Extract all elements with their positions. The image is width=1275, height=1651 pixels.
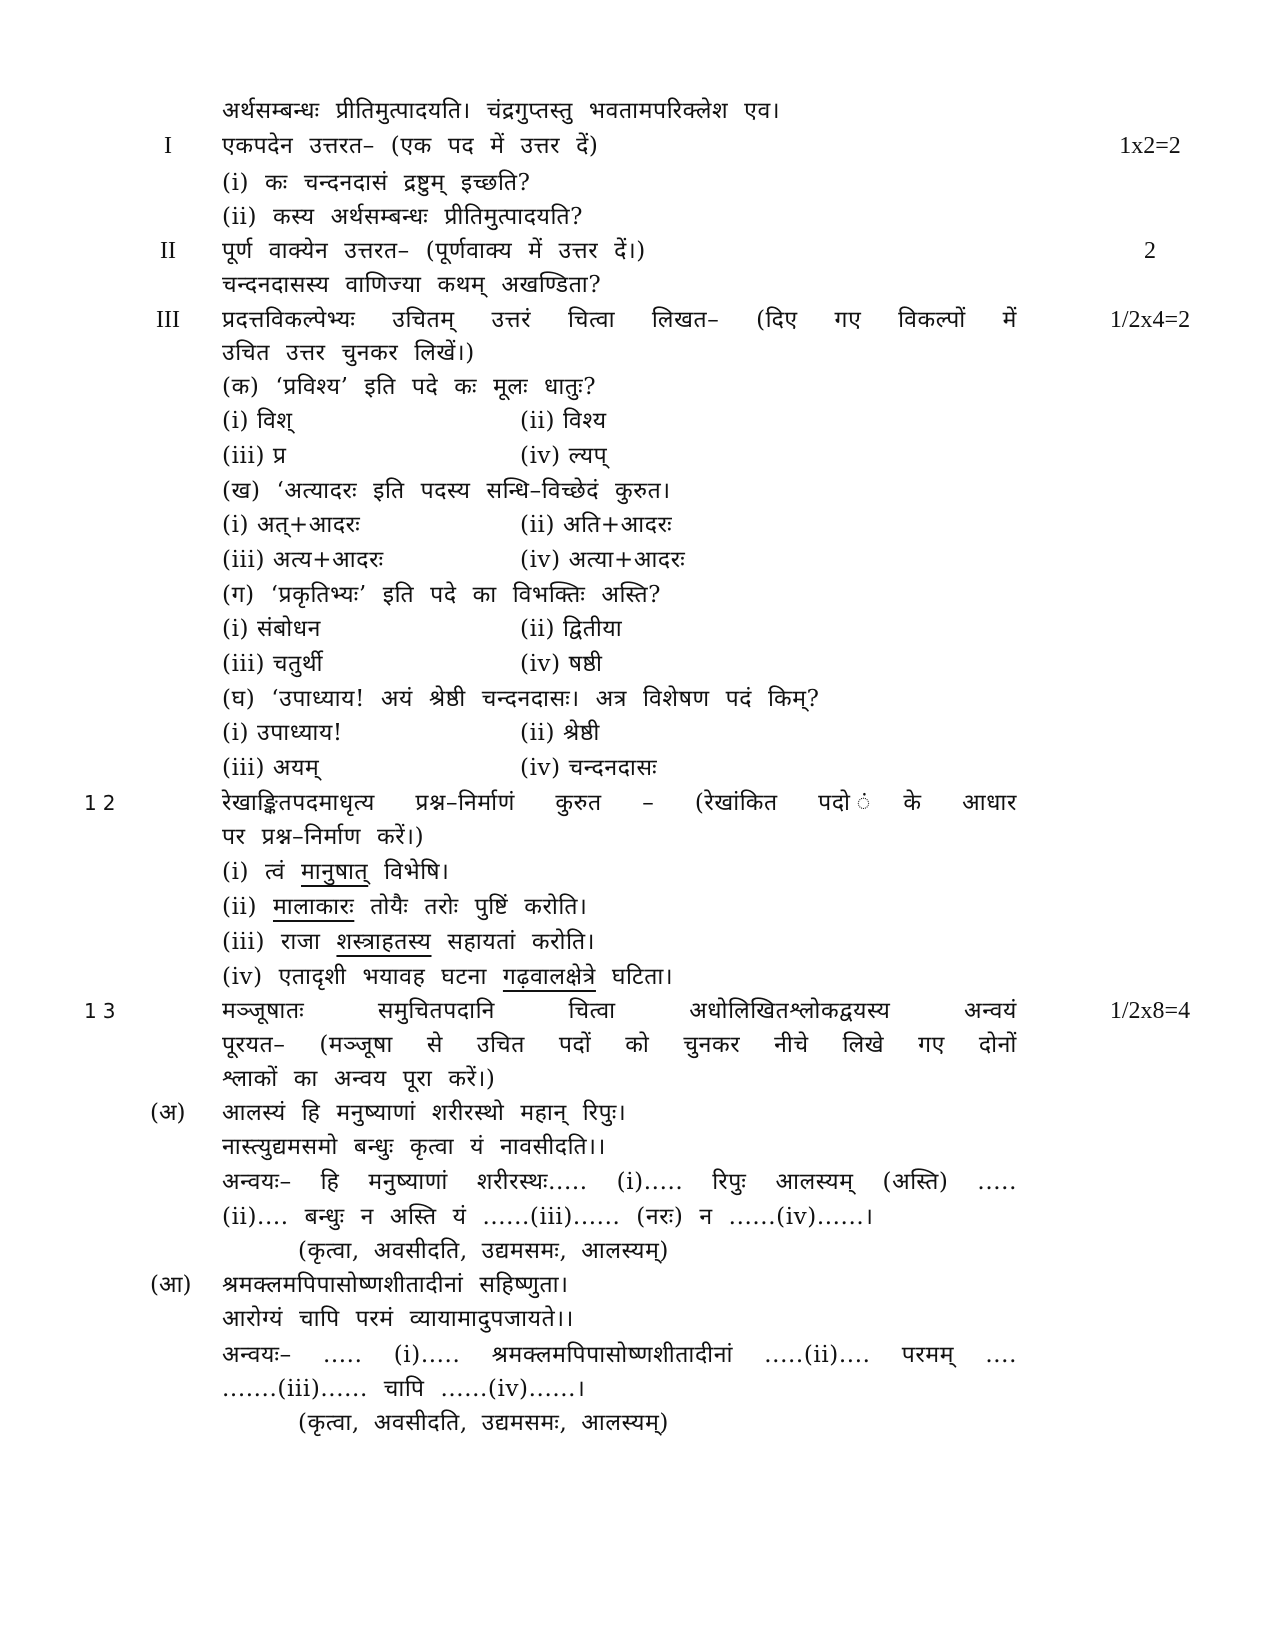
shloka-line: आलस्यं हि मनुष्याणां शरीरस्थो महान् रिपुः। <box>222 1100 627 1126</box>
marks-label: 1/2x8=4 <box>1109 998 1191 1024</box>
underlined-word: गढ़वालक्षेत्रे <box>502 964 596 990</box>
question-instruction: पूर्ण वाक्येन उत्तरत– (पूर्णवाक्य में उत्तर दें।) <box>222 238 646 264</box>
mcq-option: (ii) द्वितीया <box>520 616 623 642</box>
mcq-option: (iii) प्र <box>222 443 287 469</box>
question-instruction: रेखाङ्कितपदमाधृत्य प्रश्न–निर्माणं कुरुत – (रेखांकित पदो ंके आधार <box>222 790 1017 816</box>
mcq-option: (ii) श्रेष्ठी <box>520 720 600 746</box>
item-prefix: (ii) <box>222 894 273 920</box>
shloka-line: आरोग्यं चापि परमं व्यायामादुपजायते।। <box>222 1306 574 1332</box>
anvay-line: अन्वयः– ..... (i)..... श्रमक्लमपिपासोष्णशीतादीनां .....(ii).... परमम् .... <box>222 1342 1017 1368</box>
passage-last-line: अर्थसम्बन्धः प्रीतिमुत्पादयति। चंद्रगुप्तस्तु भवतामपरिक्लेश एव। <box>222 98 781 124</box>
section-label-aa: (आ) <box>150 1272 192 1298</box>
item-suffix: तोयैः तरोः पुष्टिं करोति। <box>354 894 588 920</box>
marks-label: 2 <box>1144 238 1156 264</box>
question-instruction: एकपदेन उत्तरत– (एक पद में उत्तर दें) <box>222 133 599 159</box>
question-number-roman-1: I <box>164 133 172 159</box>
question-item: (ii) कस्य अर्थसम्बन्धः प्रीतिमुत्पादयति? <box>222 204 584 230</box>
question-number-12: 12 <box>84 791 122 815</box>
question-item: (i) कः चन्दनदासं द्रष्टुम् इच्छति? <box>222 170 531 196</box>
question-item <box>222 962 1062 992</box>
section-label-a: (अ) <box>150 1100 186 1126</box>
item-prefix: (iv) एतादृशी भयावह घटना <box>222 964 503 990</box>
question-instruction-cont: श्लाकों का अन्वय पूरा करें।) <box>222 1066 496 1092</box>
shloka-line: नास्त्युद्यमसमो बन्धुः कृत्वा यं नावसीदति।। <box>222 1134 606 1160</box>
mcq-option: (iv) अत्या+आदरः <box>520 547 686 573</box>
marks-label: 1/2x4=2 <box>1109 307 1191 333</box>
underlined-word: शस्त्राहतस्य <box>336 929 432 955</box>
anvay-line: .......(iii)...... चापि ......(iv)......। <box>222 1376 586 1402</box>
underlined-word: मानुषात् <box>301 859 369 885</box>
question-item <box>222 857 1062 887</box>
item-suffix: सहायतां करोति। <box>431 929 596 955</box>
question-instruction: मञ्जूषातः समुचितपदानि चित्वा अधोलिखितश्लोकद्वयस्य अन्वयं <box>222 998 1017 1024</box>
question-number-13: 13 <box>84 999 122 1023</box>
anvay-line: अन्वयः– हि मनुष्याणां शरीरस्थः..... (i)..... रिपुः आलस्यम् (अस्ति) ..... <box>222 1169 1017 1195</box>
shloka-line: श्रमक्लमपिपासोष्णशीतादीनां सहिष्णुता। <box>222 1272 569 1298</box>
question-instruction: प्रदत्तविकल्पेभ्यः उचितम् उत्तरं चित्वा लिखत– (दिए गए विकल्पों में <box>222 307 1017 333</box>
mcq-option: (ii) अति+आदरः <box>520 512 673 538</box>
item-suffix: विभेषि। <box>368 859 450 885</box>
underlined-word: मालाकारः <box>272 894 355 920</box>
mcq-question: (ख) ‘अत्यादरः इति पदस्य सन्धि–विच्छेदं कुरुत। <box>222 478 671 504</box>
item-prefix: (iii) राजा <box>222 929 337 955</box>
mcq-option: (i) विश् <box>222 408 293 434</box>
mcq-option: (iii) अयम् <box>222 755 320 781</box>
question-number-roman-2: II <box>160 238 176 264</box>
mcq-question: (ग) ‘प्रकृतिभ्यः’ इति पदे का विभक्तिः अस्ति? <box>222 582 662 608</box>
word-box: (कृत्वा, अवसीदति, उद्यमसमः, आलस्यम्) <box>298 1238 669 1264</box>
mcq-option: (iv) चन्दनदासः <box>520 755 658 781</box>
mcq-question: (क) ‘प्रविश्य’ इति पदे कः मूलः धातुः? <box>222 374 597 400</box>
mcq-option: (iii) चतुर्थी <box>222 651 324 677</box>
item-suffix: घटिता। <box>595 964 674 990</box>
mcq-option: (iv) षष्ठी <box>520 651 603 677</box>
question-item <box>222 892 1062 922</box>
mcq-option: (iv) ल्यप् <box>520 443 608 469</box>
mcq-option: (iii) अत्य+आदरः <box>222 547 384 573</box>
mcq-option: (i) अत्+आदरः <box>222 512 361 538</box>
question-item <box>222 927 1062 957</box>
mcq-question: (घ) ‘उपाध्याय! अयं श्रेष्ठी चन्दनदासः। अत्र विशेषण पदं किम्? <box>222 686 820 712</box>
marks-label: 1x2=2 <box>1119 133 1181 159</box>
mcq-option: (ii) विश्य <box>520 408 607 434</box>
item-prefix: (i) त्वं <box>222 859 302 885</box>
anvay-line: (ii).... बन्धुः न अस्ति यं ......(iii)...... (नरः) न ......(iv)......। <box>222 1204 874 1230</box>
question-instruction-cont: पर प्रश्न–निर्माण करें।) <box>222 824 425 850</box>
question-item: चन्दनदासस्य वाणिज्या कथम् अखण्डिता? <box>222 272 602 298</box>
mcq-option: (i) उपाध्याय! <box>222 720 343 746</box>
word-box: (कृत्वा, अवसीदति, उद्यमसमः, आलस्यम्) <box>298 1410 669 1436</box>
question-instruction-cont: उचित उत्तर चुनकर लिखें।) <box>222 340 475 366</box>
question-instruction-cont: पूरयत– (मञ्जूषा से उचित पदों को चुनकर नीचे लिखे गए दोनों <box>222 1032 1017 1058</box>
mcq-option: (i) संबोधन <box>222 616 321 642</box>
question-number-roman-3: III <box>156 307 180 333</box>
